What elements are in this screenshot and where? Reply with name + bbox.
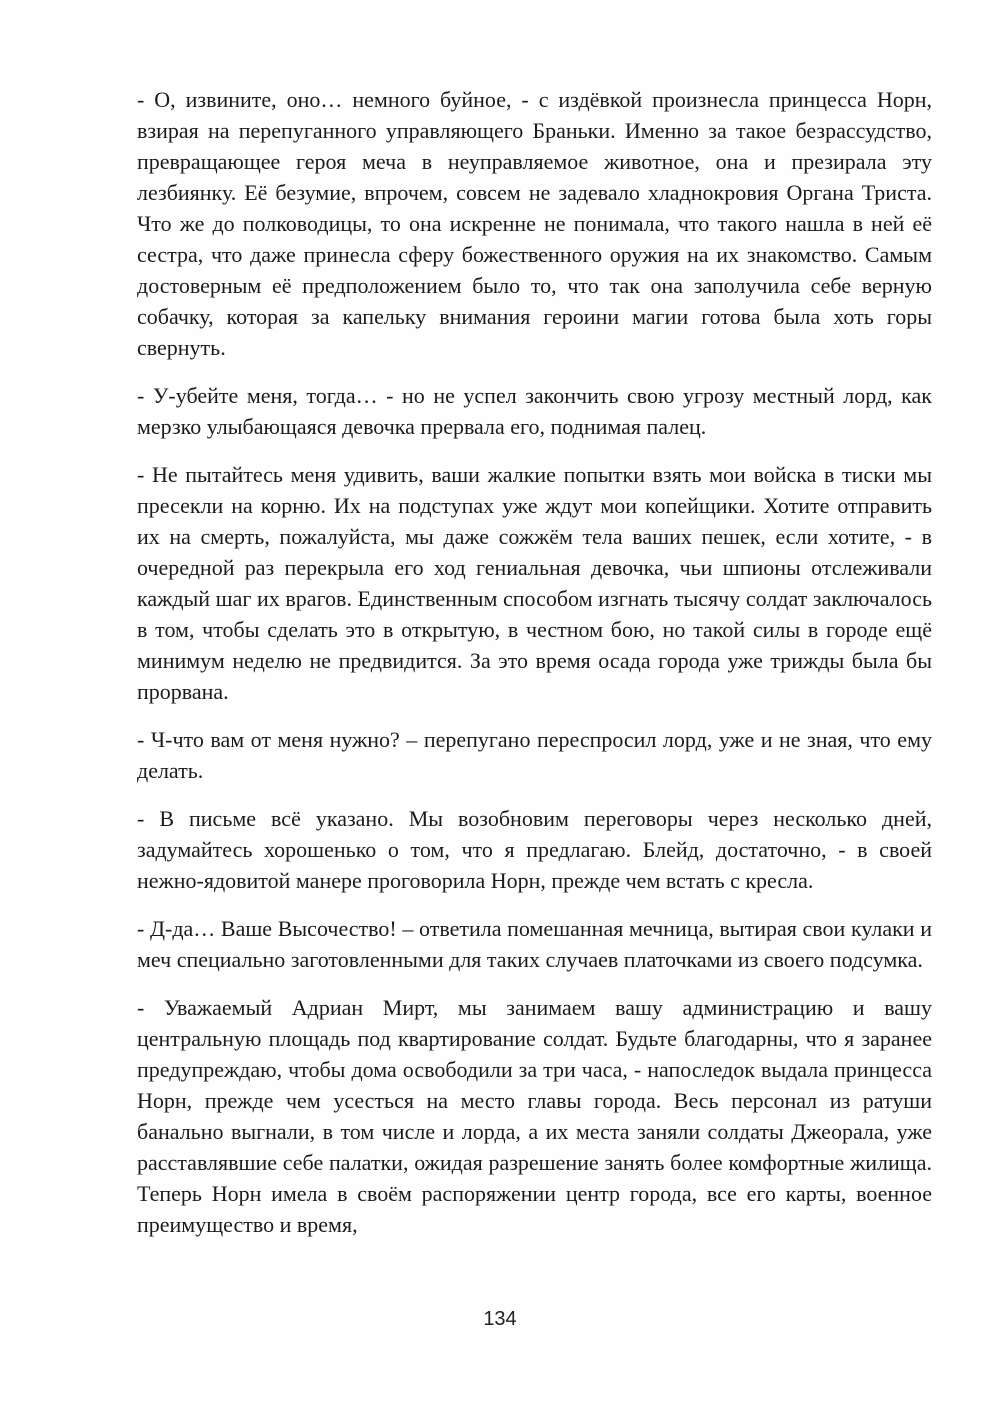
- paragraph: - Ч-что вам от меня нужно? – перепугано переспросил лорд, уже и не зная, что ему делать.: [137, 727, 932, 783]
- paragraph: - Уважаемый Адриан Мирт, мы занимаем вашу администрацию и вашу центральную площадь под квартирование солдат. Будьте благодарны, что я заранее предупреждаю, чтобы дома освободили за три часа, - напоследок выдала принцесса Норн, прежде чем усесться на место главы города. Весь персонал из ратуши банально выгнали, в том числе и лорда, а их места заняли солдаты Джеорала, уже расставлявшие себе палатки, ожидая разрешение занять более комфортные жилища. Теперь Норн имела в своём распоряжении центр города, все его карты, военное преимущество и время,: [137, 995, 932, 1237]
- paragraph: - Д-да… Ваше Высочество! – ответила помешанная мечница, вытирая свои кулаки и меч специально заготовленными для таких случаев платочками из своего подсумка.: [137, 916, 932, 972]
- paragraph: - У-убейте меня, тогда… - но не успел закончить свою угрозу местный лорд, как мерзко улыбающаяся девочка прервала его, поднимая палец.: [137, 383, 932, 439]
- paragraph: - В письме всё указано. Мы возобновим переговоры через несколько дней, задумайтесь хорошенько о том, что я предлагаю. Блейд, достаточно, - в своей нежно-ядовитой манере проговорила Норн, прежде чем встать с кресла.: [137, 806, 932, 893]
- page-text-block: [137, 84, 932, 1240]
- paragraph: - О, извините, оно… немного буйное, - с издёвкой произнесла принцесса Норн, взирая на перепуганного управляющего Браньки. Именно за такое безрассудство, превращающее героя меча в неуправляемое животное, она и презирала эту лезбиянку. Её безумие, впрочем, совсем не задевало хладнокровия Органа Триста. Что же до полководицы, то она искренне не понимала, что такого нашла в ней её сестра, что даже принесла сферу божественного оружия на их знакомство. Самым достоверным её предположением было то, что так она заполучила себе верную собачку, которая за капельку внимания героини магии готова была хоть горы свернуть.: [137, 87, 932, 360]
- page-number: 134: [483, 1308, 517, 1330]
- paragraph: - Не пытайтесь меня удивить, ваши жалкие попытки взять мои войска в тиски мы пресекли на корню. Их на подступах уже ждут мои копейщики. Хотите отправить их на смерть, пожалуйста, мы даже сожжём тела ваших пешек, если хотите, - в очередной раз перекрыла его ход гениальная девочка, чьи шпионы отслеживали каждый шаг их врагов. Единственным способом изгнать тысячу солдат заключалось в том, чтобы сделать это в открытую, в честном бою, но такой силы в городе ещё минимум неделю не предвидится. За это время осада города уже трижды была бы прорвана.: [137, 462, 932, 704]
